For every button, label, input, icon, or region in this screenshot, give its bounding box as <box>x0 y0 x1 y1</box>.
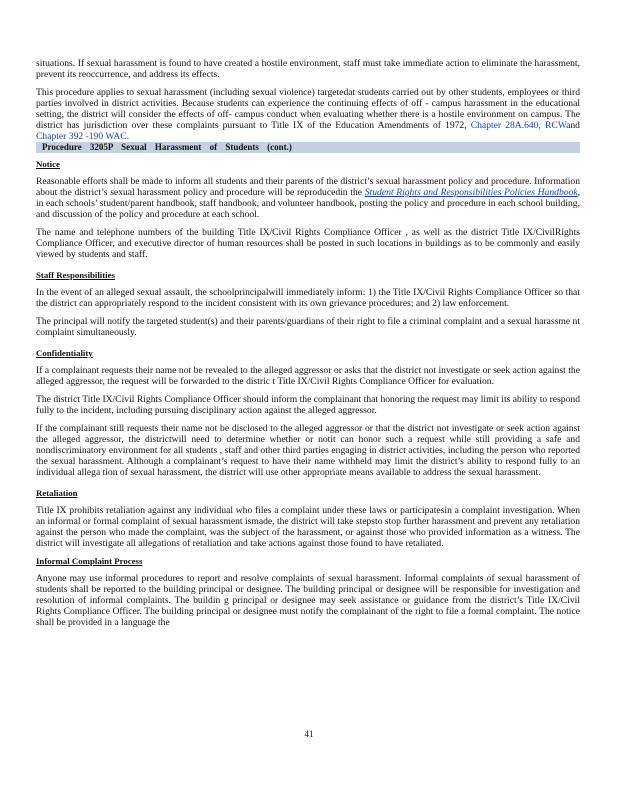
procedure-header-bar: Procedure 3205P Sexual Harassment of Students (cont.) <box>36 142 580 153</box>
paragraph-situations: situations. If sexual harassment is found to have created a hostile environment, staff must take immediate action to eliminate the harassment, prevent its reoccurrence, and address its effects. <box>36 58 580 80</box>
link-chapter-28a[interactable]: Chapter 28A.640, <box>470 120 541 131</box>
paragraph-retaliation: Title IX prohibits retaliation against any individual who files a complaint under these laws or participatesin a complaint investigation. When an informal or formal complaint of sexual harassment ismade, the district will take stepsto stop further harassment and prevent any retaliation against the person who made the complaint, was the subject of the harassment, or against those who provided information as a witness. The district will investigate all allegations of retaliation and take actions against those found to have retaliated. <box>36 505 580 549</box>
link-rcw[interactable]: RCW <box>545 120 567 131</box>
paragraph-notice-2: The name and telephone numbers of the building Title IX/Civil Rights Compliance Officer , as well as the district Title IX/CivilRights Compliance Officer, and executive director of human resources shall be posted in such locations in buildings as to be commonly and easily viewed by students and staff. <box>36 227 580 260</box>
paragraph-confidentiality-3: If the complainant still requests their name not be disclosed to the alleged aggressor or that the district not investigate or seek action against the alleged aggressor, the districtwill need to determine whether or notit can honor such a request while still providing a safe and nondiscriminatory environment for all students , staff and other third parties engaging in district activities, including the person who reported the sexual harassment. Although a complainant’s request to have their name withheld may limit the district’s ability to respond fully to an individual allega tion of sexual harassment, the district will use other appropriate means available to address the sexual harassment. <box>36 423 580 478</box>
scope-text: This procedure applies to sexual harassment (including sexual violence) targetedat students carried out by other students, employees or third parties involved in district activities. Because students can experience the continuing effects of off - campus harassment in the educational setting, the district will consider the effects of off- campus conduct when evaluating whether there is a hostile environment on campus. The district has jurisdiction over these complaints pursuant to Title IX of the Education Amendments of 1972, <box>36 87 580 131</box>
paragraph-staff-1: In the event of an alleged sexual assault, the schoolprincipalwill immediately inform: 1) the Title IX/Civil Rights Compliance Officer so that the district can appropriately respond to the incident consistent with its own grievance procedures; and 2) law enforcement. <box>36 287 580 309</box>
document-page <box>36 58 580 635</box>
link-chapter-392[interactable]: Chapter 392 -190 WAC. <box>36 131 130 142</box>
heading-confidentiality: Confidentiality <box>36 348 93 358</box>
paragraph-notice-1: Reasonable efforts shall be made to inform all students and their parents of the district’s sexual harassment policy and procedure. Information about the district’s sexual harassment policy and procedure will be reproducedin the Student Rights and Responsibilities Policies Handbook, in each schools’ student/parent handbook, staff handbook, and volunteer handbook, posting the policy and procedure in each school building, and discussion of the policy and procedure at each school. <box>36 176 581 220</box>
link-student-handbook[interactable]: Student Rights and Responsibilities Policies Handbook <box>364 187 578 198</box>
heading-staff-responsibilities: Staff Responsibilities <box>36 270 115 280</box>
page-number: 41 <box>304 729 314 739</box>
heading-informal-complaint: Informal Complaint Process <box>36 556 143 566</box>
paragraph-confidentiality-1: If a complainant requests their name not be revealed to the alleged aggressor or asks that the district not investigate or seek action against the alleged aggressor, the request will be forwarded to the distric t Title IX/Civil Rights Compliance Officer for evaluation. <box>36 365 580 387</box>
scope-and: and <box>566 120 580 131</box>
paragraph-confidentiality-2: The district Title IX/Civil Rights Compliance Officer should inform the complainant that honoring the request may limit its ability to respond fully to the incident, including pursuing disciplinary action against the alleged aggressor. <box>36 394 580 416</box>
paragraph-procedure-scope <box>36 87 580 142</box>
heading-notice: Notice <box>36 159 60 169</box>
paragraph-informal: Anyone may use informal procedures to report and resolve complaints of sexual harassment. Informal complaints of sexual harassment of students shall be reported to the building principal or designee. The building principal or designee will be responsible for investigation and resolution of informal complaints. The buildin g principal or designee may seek assistance or guidance from the district’s Title IX/Civil Rights Compliance Officer. The building principal or designee must notify the complainant of the right to file a formal complaint. The notice shall be provided in a language the <box>36 573 580 628</box>
paragraph-staff-2: The principal will notify the targeted student(s) and their parents/guardians of their right to file a criminal complaint and a sexual harassme nt complaint simultaneously. <box>36 316 580 338</box>
heading-retaliation: Retaliation <box>36 488 78 498</box>
